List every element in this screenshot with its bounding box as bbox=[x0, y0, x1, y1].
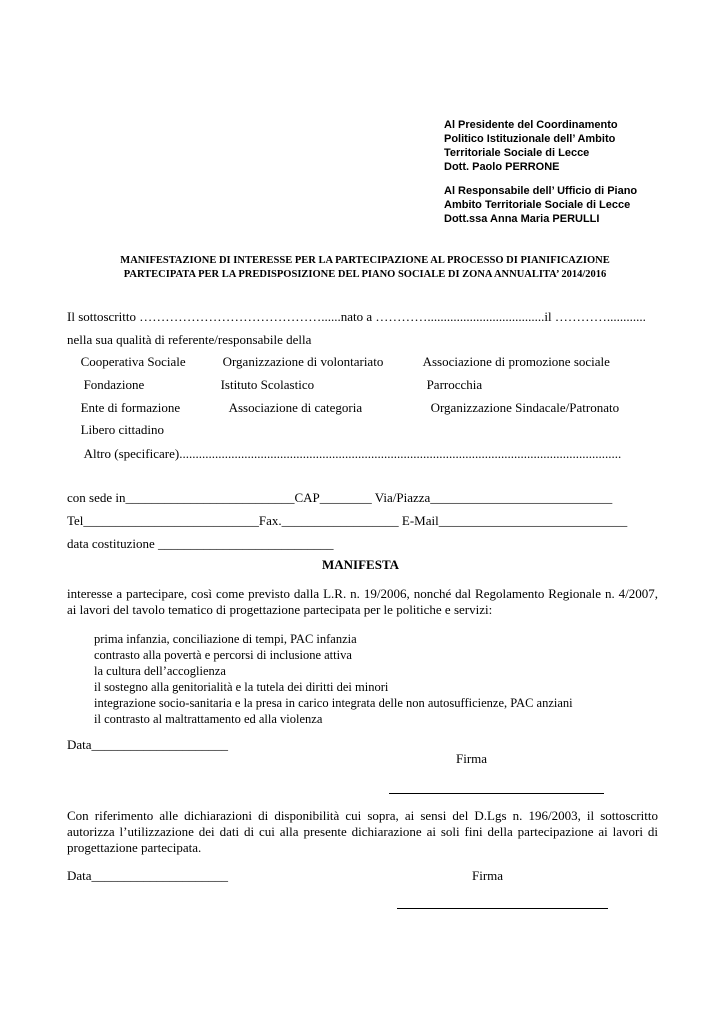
qualita-label: nella sua qualità di referente/responsabile della bbox=[67, 332, 312, 347]
checkbox-icon bbox=[67, 380, 76, 392]
checkbox-volontariato[interactable] bbox=[209, 354, 383, 370]
sede-field[interactable]: con sede in__________________________CAP________ Via/Piazza____________________________ bbox=[67, 490, 613, 505]
recipient-line: Al Responsabile dell’ Ufficio di Piano bbox=[444, 185, 638, 197]
checkbox-fondazione[interactable] bbox=[67, 377, 144, 393]
recipient-line: Dott.ssa Anna Maria PERULLI bbox=[444, 213, 600, 225]
recipient-line: Politico Istituzionale dell’ Ambito bbox=[444, 133, 616, 145]
document-title bbox=[40, 254, 690, 282]
list-item[interactable] bbox=[67, 632, 573, 648]
recipient-responsabile bbox=[444, 184, 637, 226]
data-field-2[interactable]: Data_____________________ bbox=[67, 868, 229, 883]
checkbox-cooperativa[interactable] bbox=[67, 354, 186, 370]
checkbox-icon bbox=[209, 357, 218, 369]
checkbox-icon bbox=[67, 665, 94, 680]
list-item[interactable] bbox=[67, 677, 573, 696]
checkbox-label: Associazione di categoria bbox=[220, 400, 354, 415]
checkbox-label: Libero cittadino bbox=[72, 422, 156, 437]
checkbox-icon bbox=[415, 403, 424, 415]
checkbox-label: Fondazione bbox=[75, 377, 136, 392]
contact-field[interactable]: Tel___________________________Fax.__________________ E-Mail_____________________________ bbox=[67, 513, 628, 528]
checkbox-label: Cooperativa Sociale bbox=[72, 354, 178, 369]
checkbox-label: Organizzazione Sindacale/Patronato bbox=[422, 400, 611, 415]
manifesta-heading: MANIFESTA bbox=[322, 557, 400, 572]
list-item[interactable] bbox=[67, 707, 573, 728]
firma-label-1: Firma bbox=[456, 751, 488, 766]
privacy-consent: Con riferimento alle dichiarazioni di disponibilità cui sopra, ai sensi del D.Lgs n. 196/2003, il sottoscritto autorizza l’utilizzazione dei dati di cui alla presente dichiarazione ai soli fini della partecipazione ai lavori di progettazione partecipata. bbox=[67, 808, 658, 855]
checkbox-icon bbox=[67, 633, 94, 648]
checkbox-label: Associazione di promozione sociale bbox=[414, 354, 602, 369]
costituzione-field[interactable]: data costituzione ___________________________ bbox=[67, 536, 334, 551]
recipient-line: Dott. Paolo PERRONE bbox=[444, 161, 560, 173]
checkbox-associazione-categoria[interactable] bbox=[213, 400, 362, 416]
checkbox-icon bbox=[67, 357, 76, 369]
checkbox-label: Ente di formazione bbox=[72, 400, 172, 415]
checkbox-istituto-scolastico[interactable] bbox=[209, 377, 314, 393]
checkbox-icon bbox=[411, 380, 420, 392]
list-item-label: contrasto alla povertà e percorsi di inclusione attiva bbox=[94, 647, 352, 661]
checkbox-parrocchia[interactable] bbox=[411, 377, 482, 393]
title-line-1: MANIFESTAZIONE DI INTERESSE PER LA PARTECIPAZIONE AL PROCESSO DI PIANIFICAZIONE bbox=[120, 255, 610, 266]
checkbox-sindacale-patronato[interactable] bbox=[415, 400, 619, 416]
data-field-1[interactable]: Data_____________________ bbox=[67, 737, 229, 752]
checkbox-label: Parrocchia bbox=[418, 377, 474, 392]
checkbox-label: Altro (specificare)........................................................................................................................................ bbox=[75, 446, 613, 461]
checkbox-icon bbox=[67, 649, 94, 664]
checkbox-icon bbox=[67, 403, 76, 415]
title-line-2: PARTECIPATA PER LA PREDISPOSIZIONE DEL PIANO SOCIALE DI ZONA ANNUALITA’ 2014/2016 bbox=[123, 269, 607, 280]
checkbox-icon bbox=[67, 425, 76, 437]
list-item[interactable] bbox=[67, 664, 573, 680]
signature-line-2[interactable] bbox=[397, 908, 608, 909]
checkbox-label: Istituto Scolastico bbox=[212, 377, 306, 392]
manifesta-intro: interesse a partecipare, così come previsto dalla L.R. n. 19/2006, nonché dal Regolamento Regionale n. 4/2007, ai lavori del tavolo tematico di progettazione partecipata per le politiche e servizi: bbox=[67, 586, 658, 617]
list-item-label: integrazione socio-sanitaria e la presa in carico integrata delle non autosufficienze, PAC anziani bbox=[94, 692, 573, 706]
checkbox-icon bbox=[213, 403, 222, 415]
checkbox-icon bbox=[67, 449, 76, 461]
checkbox-icon bbox=[67, 697, 94, 712]
list-item-label: il contrasto al maltrattamento ed alla violenza bbox=[94, 707, 323, 721]
firma-label-2: Firma bbox=[472, 868, 504, 883]
list-item[interactable] bbox=[67, 648, 573, 664]
checkbox-label: Organizzazione di volontariato bbox=[214, 354, 375, 369]
recipient-line: Territoriale Sociale di Lecce bbox=[444, 147, 590, 159]
list-item-label: la cultura dell’accoglienza bbox=[94, 662, 226, 676]
checkbox-altro[interactable] bbox=[67, 446, 621, 462]
list-item-label: prima infanzia, conciliazione di tempi, PAC infanzia bbox=[94, 632, 357, 646]
recipient-president bbox=[444, 118, 618, 174]
recipient-line: Ambito Territoriale Sociale di Lecce bbox=[444, 199, 631, 211]
checkbox-icon bbox=[67, 713, 94, 728]
signature-line-1[interactable] bbox=[389, 793, 604, 794]
tavoli-list bbox=[67, 632, 573, 728]
checkbox-icon bbox=[209, 380, 218, 392]
list-item[interactable] bbox=[67, 692, 573, 712]
checkbox-icon bbox=[67, 681, 94, 696]
checkbox-icon bbox=[409, 357, 418, 369]
recipient-line: Al Presidente del Coordinamento bbox=[444, 119, 618, 131]
list-item-label: il sostegno alla genitorialità e la tutela dei diritti dei minori bbox=[94, 677, 389, 691]
checkbox-ente-formazione[interactable] bbox=[67, 400, 180, 416]
checkbox-promozione-sociale[interactable] bbox=[409, 354, 610, 370]
checkbox-libero-cittadino[interactable] bbox=[67, 422, 164, 438]
sottoscritto-field[interactable]: Il sottoscritto ……………………………………......nato a …………....................................il …………............ bbox=[67, 309, 646, 324]
